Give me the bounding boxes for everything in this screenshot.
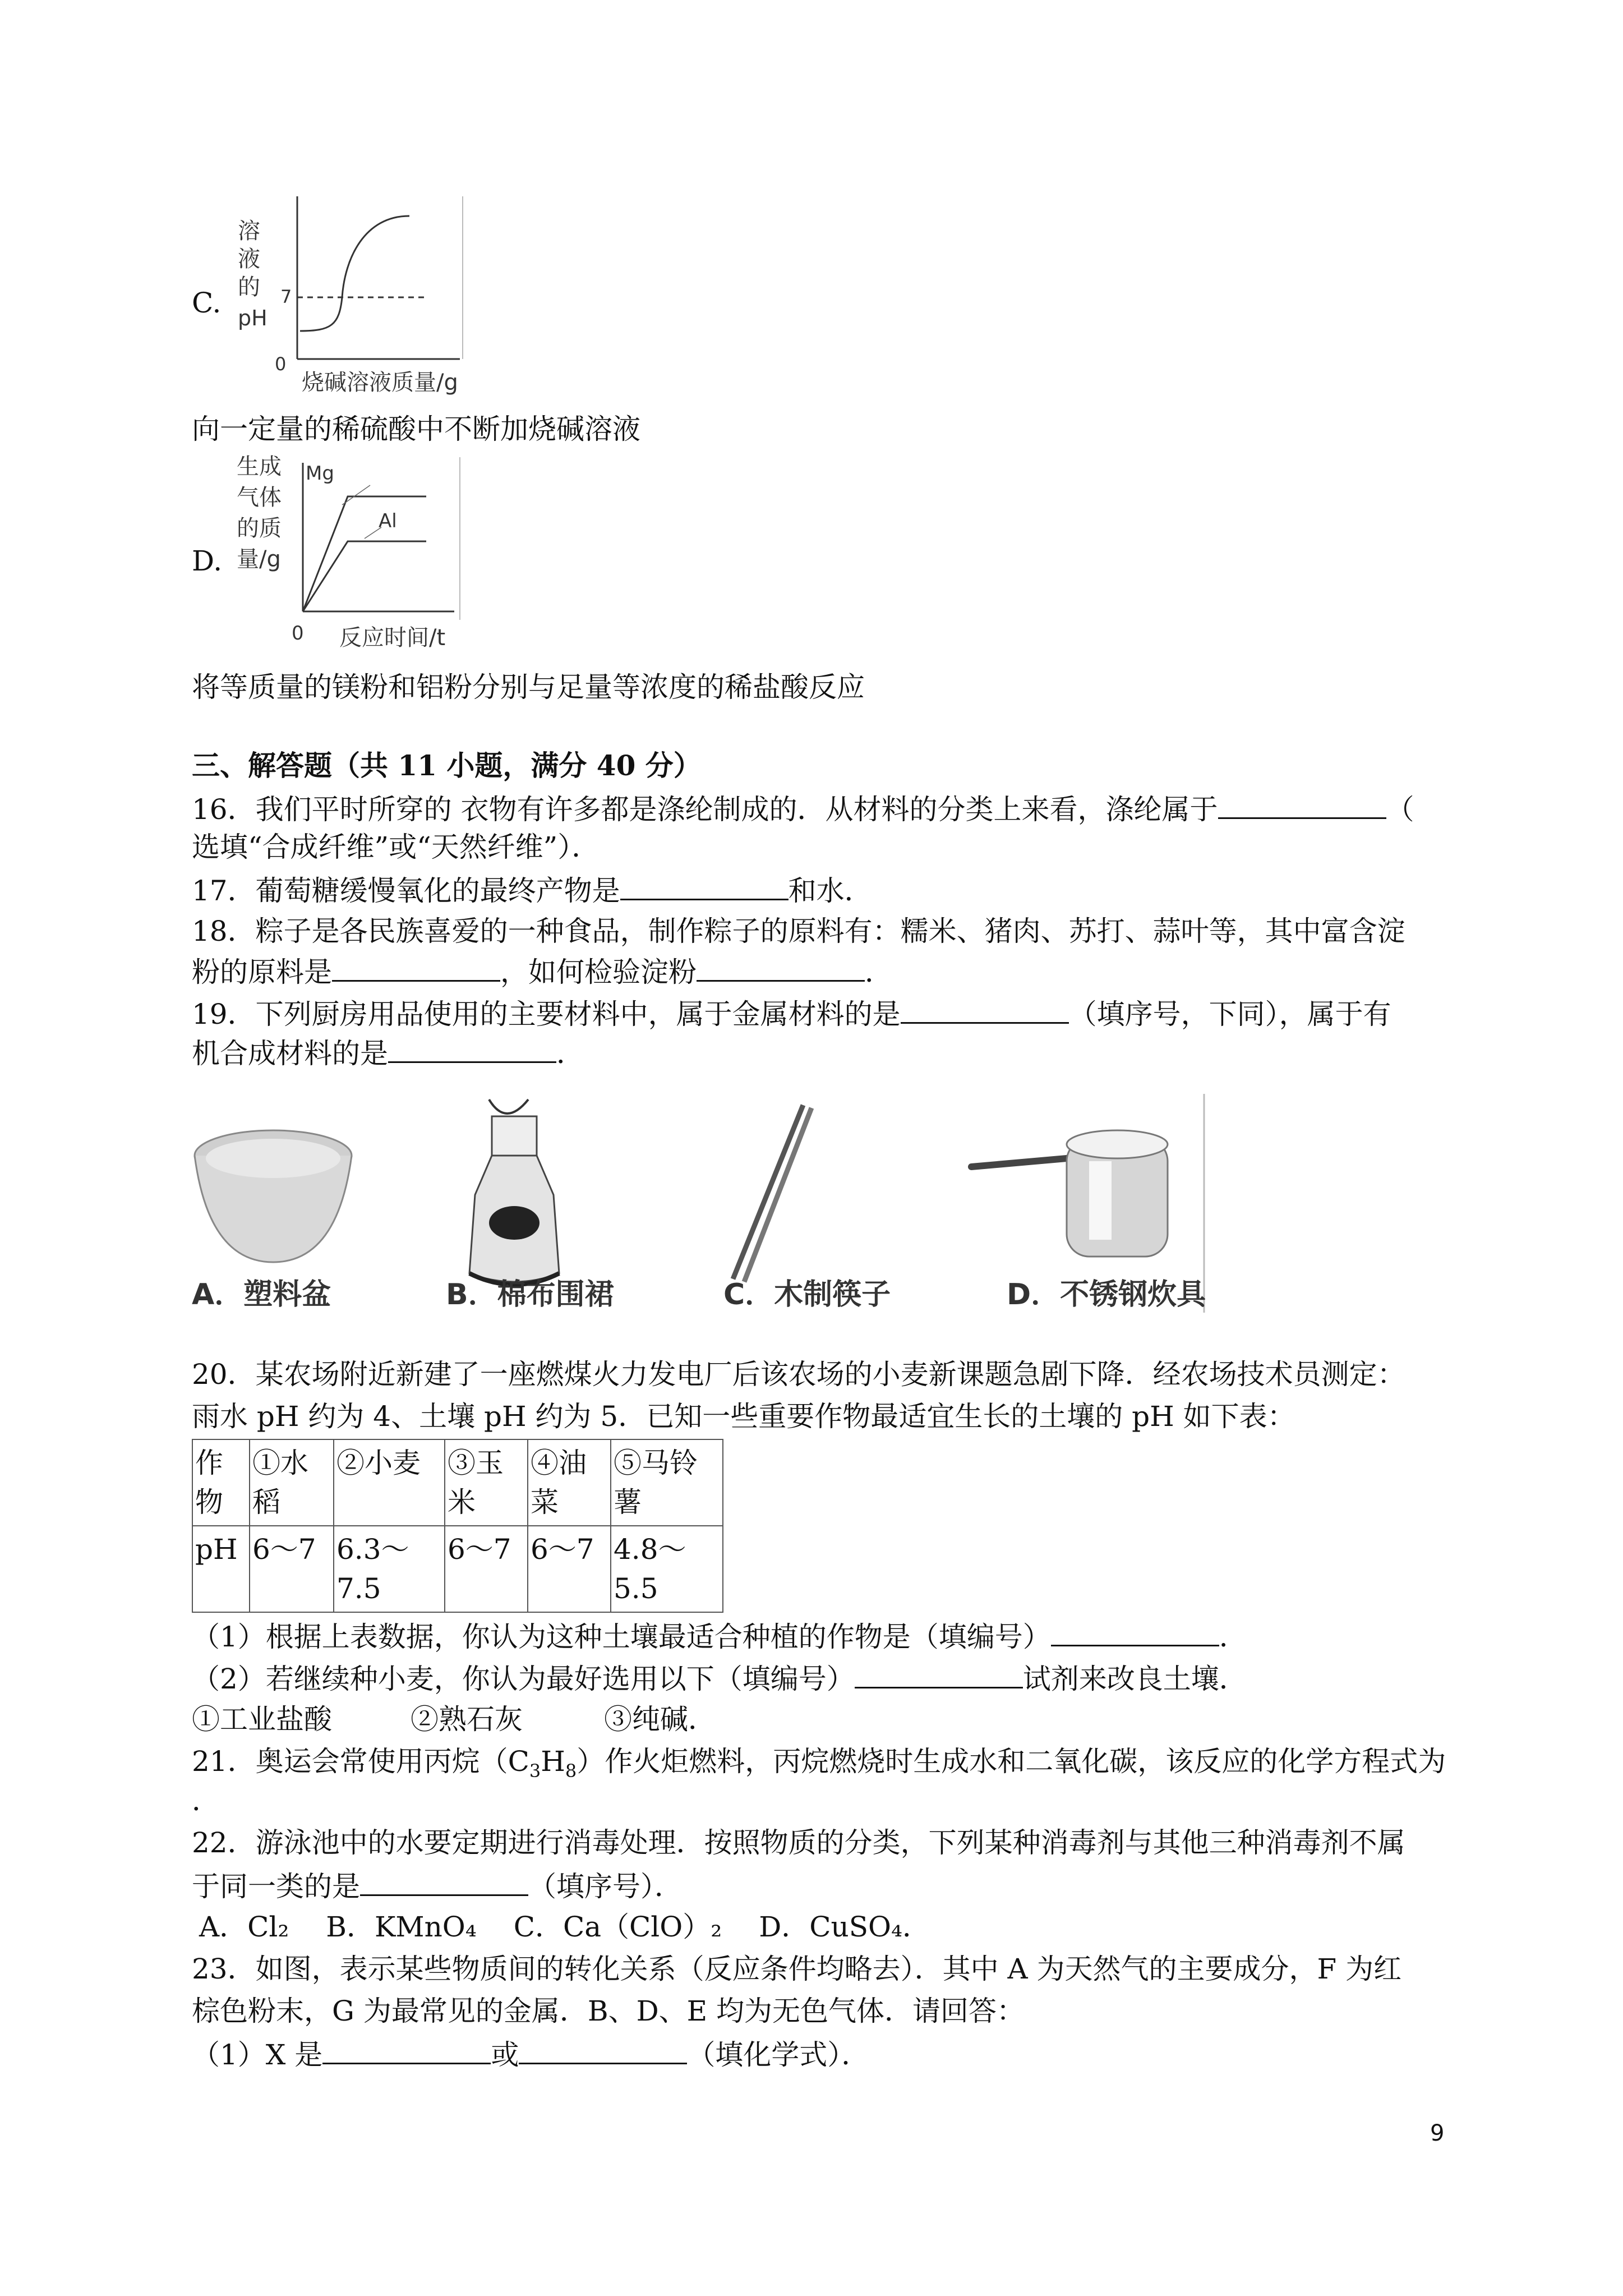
ph-origin: 0 (275, 353, 287, 375)
table-cell: ②小麦 (334, 1439, 445, 1526)
q20-line2: 雨水 pH 约为 4、土壤 pH 约为 5．已知一些重要作物最适宜生长的土壤的 pH 如下表： (192, 1400, 1295, 1433)
q17-line: 17．葡萄糖缓慢氧化的最终产物是 和水． (192, 869, 873, 910)
q16-blank[interactable] (1218, 788, 1386, 819)
option-c-caption: 向一定量的稀硫酸中不断加烧碱溶液 (192, 413, 640, 445)
table-cell: ④油菜 (528, 1439, 611, 1526)
q16-line2: 选填“合成纤维”或“天然纤维”）． (192, 831, 600, 863)
q22-blank[interactable] (360, 1865, 528, 1896)
q20-opts: ①工业盐酸 ②熟石灰 ③纯碱． (192, 1703, 716, 1736)
kitchen-label-d: D．不锈钢炊具 (1007, 1278, 1206, 1312)
option-c-label: C. (192, 287, 222, 319)
q18-blank-2[interactable] (697, 951, 865, 982)
q16-line1: 16．我们平时所穿的 衣物有许多都是涤纶制成的．从材料的分类上来看，涤纶属于 （ (192, 788, 1414, 829)
q23-blank-1[interactable] (322, 2033, 491, 2064)
table-cell: 6～7 (445, 1526, 528, 1612)
table-row (192, 1526, 723, 1612)
q19-blank-1[interactable] (901, 993, 1069, 1024)
kitchen-label-b: B．棉布围裙 (446, 1278, 614, 1312)
q23-line1: 23．如图，表示某些物质间的转化关系（反应条件均略去）．其中 A 为天然气的主要成分，F 为红 (192, 1953, 1402, 1985)
table-cell: 6.3～7.5 (334, 1526, 445, 1612)
q18-line2: 粉的原料是 ，如何检验淀粉 ． (192, 951, 893, 992)
table-cell: 4.8～5.5 (611, 1526, 723, 1612)
plastic-basin-icon (195, 1130, 352, 1262)
table-row (192, 1439, 723, 1526)
q21-line1: 21．奥运会常使用丙烷$(C_3H_8)$作火炬燃料，丙烷燃烧时生成水和二氧化碳，该反应的化学方程式为 (192, 1745, 1446, 1782)
kitchen-label-c: C．木制筷子 (723, 1278, 891, 1312)
q18-line1: 18．粽子是各民族喜爱的一种食品，制作粽子的原料有：糯米、猪肉、苏打、蒜叶等，其中富含淀 (192, 915, 1405, 947)
option-d-label: D. (192, 545, 223, 577)
q22-line1: 22．游泳池中的水要定期进行消毒处理．按照物质的分类，下列某种消毒剂与其他三种消毒剂不属 (192, 1826, 1405, 1859)
ph-ylabel-1: 溶 (238, 218, 260, 244)
ph-curve-figure (236, 191, 471, 404)
q22-options: A．Cl₂ B．KMnO₄ C．Ca（ClO）₂ D．CuSO₄． (199, 1911, 931, 1943)
q20-sub2: （2）若继续种小麦，你认为最好选用以下（填编号） 试剂来改良土壤． (192, 1658, 1247, 1699)
cotton-apron-icon (469, 1099, 559, 1285)
gas-mass-figure (236, 452, 471, 665)
ph-tick-7: 7 (280, 286, 292, 307)
table-cell: 6～7 (250, 1526, 334, 1612)
option-d-caption: 将等质量的镁粉和铝粉分别与足量等浓度的稀盐酸反应 (192, 671, 865, 703)
gas-ylabel-1: 生成 (237, 454, 282, 480)
gas-ylabel-4: 量/g (237, 546, 281, 572)
ph-xlabel: 烧碱溶液质量/g (302, 370, 458, 395)
q19-blank-2[interactable] (388, 1032, 556, 1063)
q20-blank-1[interactable] (1051, 1616, 1219, 1646)
table-cell: ⑤马铃薯 (611, 1439, 723, 1526)
q23-sub1: （1）X 是 或 （填化学式）． (192, 2033, 869, 2074)
ph-ylabel-3: 的 (238, 274, 260, 300)
wooden-chopsticks-icon (733, 1105, 811, 1282)
q21-line2: ． (192, 1784, 220, 1817)
crop-ph-table (192, 1439, 723, 1613)
q20-line1: 20．某农场附近新建了一座燃煤火力发电厂后该农场的小麦新课题急剧下降．经农场技术员测定： (192, 1358, 1405, 1391)
q19-line1: 19．下列厨房用品使用的主要材料中，属于金属材料的是 （填序号，下同），属于有 (192, 993, 1391, 1034)
q19-line2: 机合成材料的是 ． (192, 1032, 584, 1073)
section-heading: 三、解答题（共 11 小题，满分 40 分） (192, 749, 702, 782)
gas-xlabel: 反应时间/t (339, 625, 446, 651)
q18-blank-1[interactable] (332, 951, 500, 982)
table-cell: ①水稻 (250, 1439, 334, 1526)
stainless-pot-icon (971, 1130, 1168, 1257)
q23-blank-2[interactable] (519, 2033, 687, 2064)
table-cell: 作物 (192, 1439, 250, 1526)
gas-ylabel-2: 气体 (237, 485, 282, 510)
gas-label-mg: Mg (306, 462, 334, 485)
table-cell: ③玉米 (445, 1439, 528, 1526)
q17-blank[interactable] (620, 869, 789, 900)
table-cell: pH (192, 1526, 250, 1612)
q20-blank-2[interactable] (855, 1658, 1023, 1688)
q23-line2: 棕色粉末，G 为最常见的金属．B、D、E 均为无色气体．请回答： (192, 1995, 1025, 2027)
q20-sub1: （1）根据上表数据，你认为这种土壤最适合种植的作物是（填编号） ． (192, 1616, 1247, 1657)
gas-ylabel-3: 的质 (237, 516, 282, 541)
q22-line2: 于同一类的是 （填序号）． (192, 1865, 683, 1906)
ph-ylabel-4: pH (238, 306, 268, 330)
kitchen-label-a: A．塑料盆 (192, 1278, 331, 1312)
gas-label-al: Al (379, 510, 397, 532)
table-cell: 6～7 (528, 1526, 611, 1612)
gas-origin: 0 (292, 622, 304, 645)
page-number: 9 (1430, 2120, 1445, 2146)
ph-ylabel-2: 液 (238, 246, 260, 272)
